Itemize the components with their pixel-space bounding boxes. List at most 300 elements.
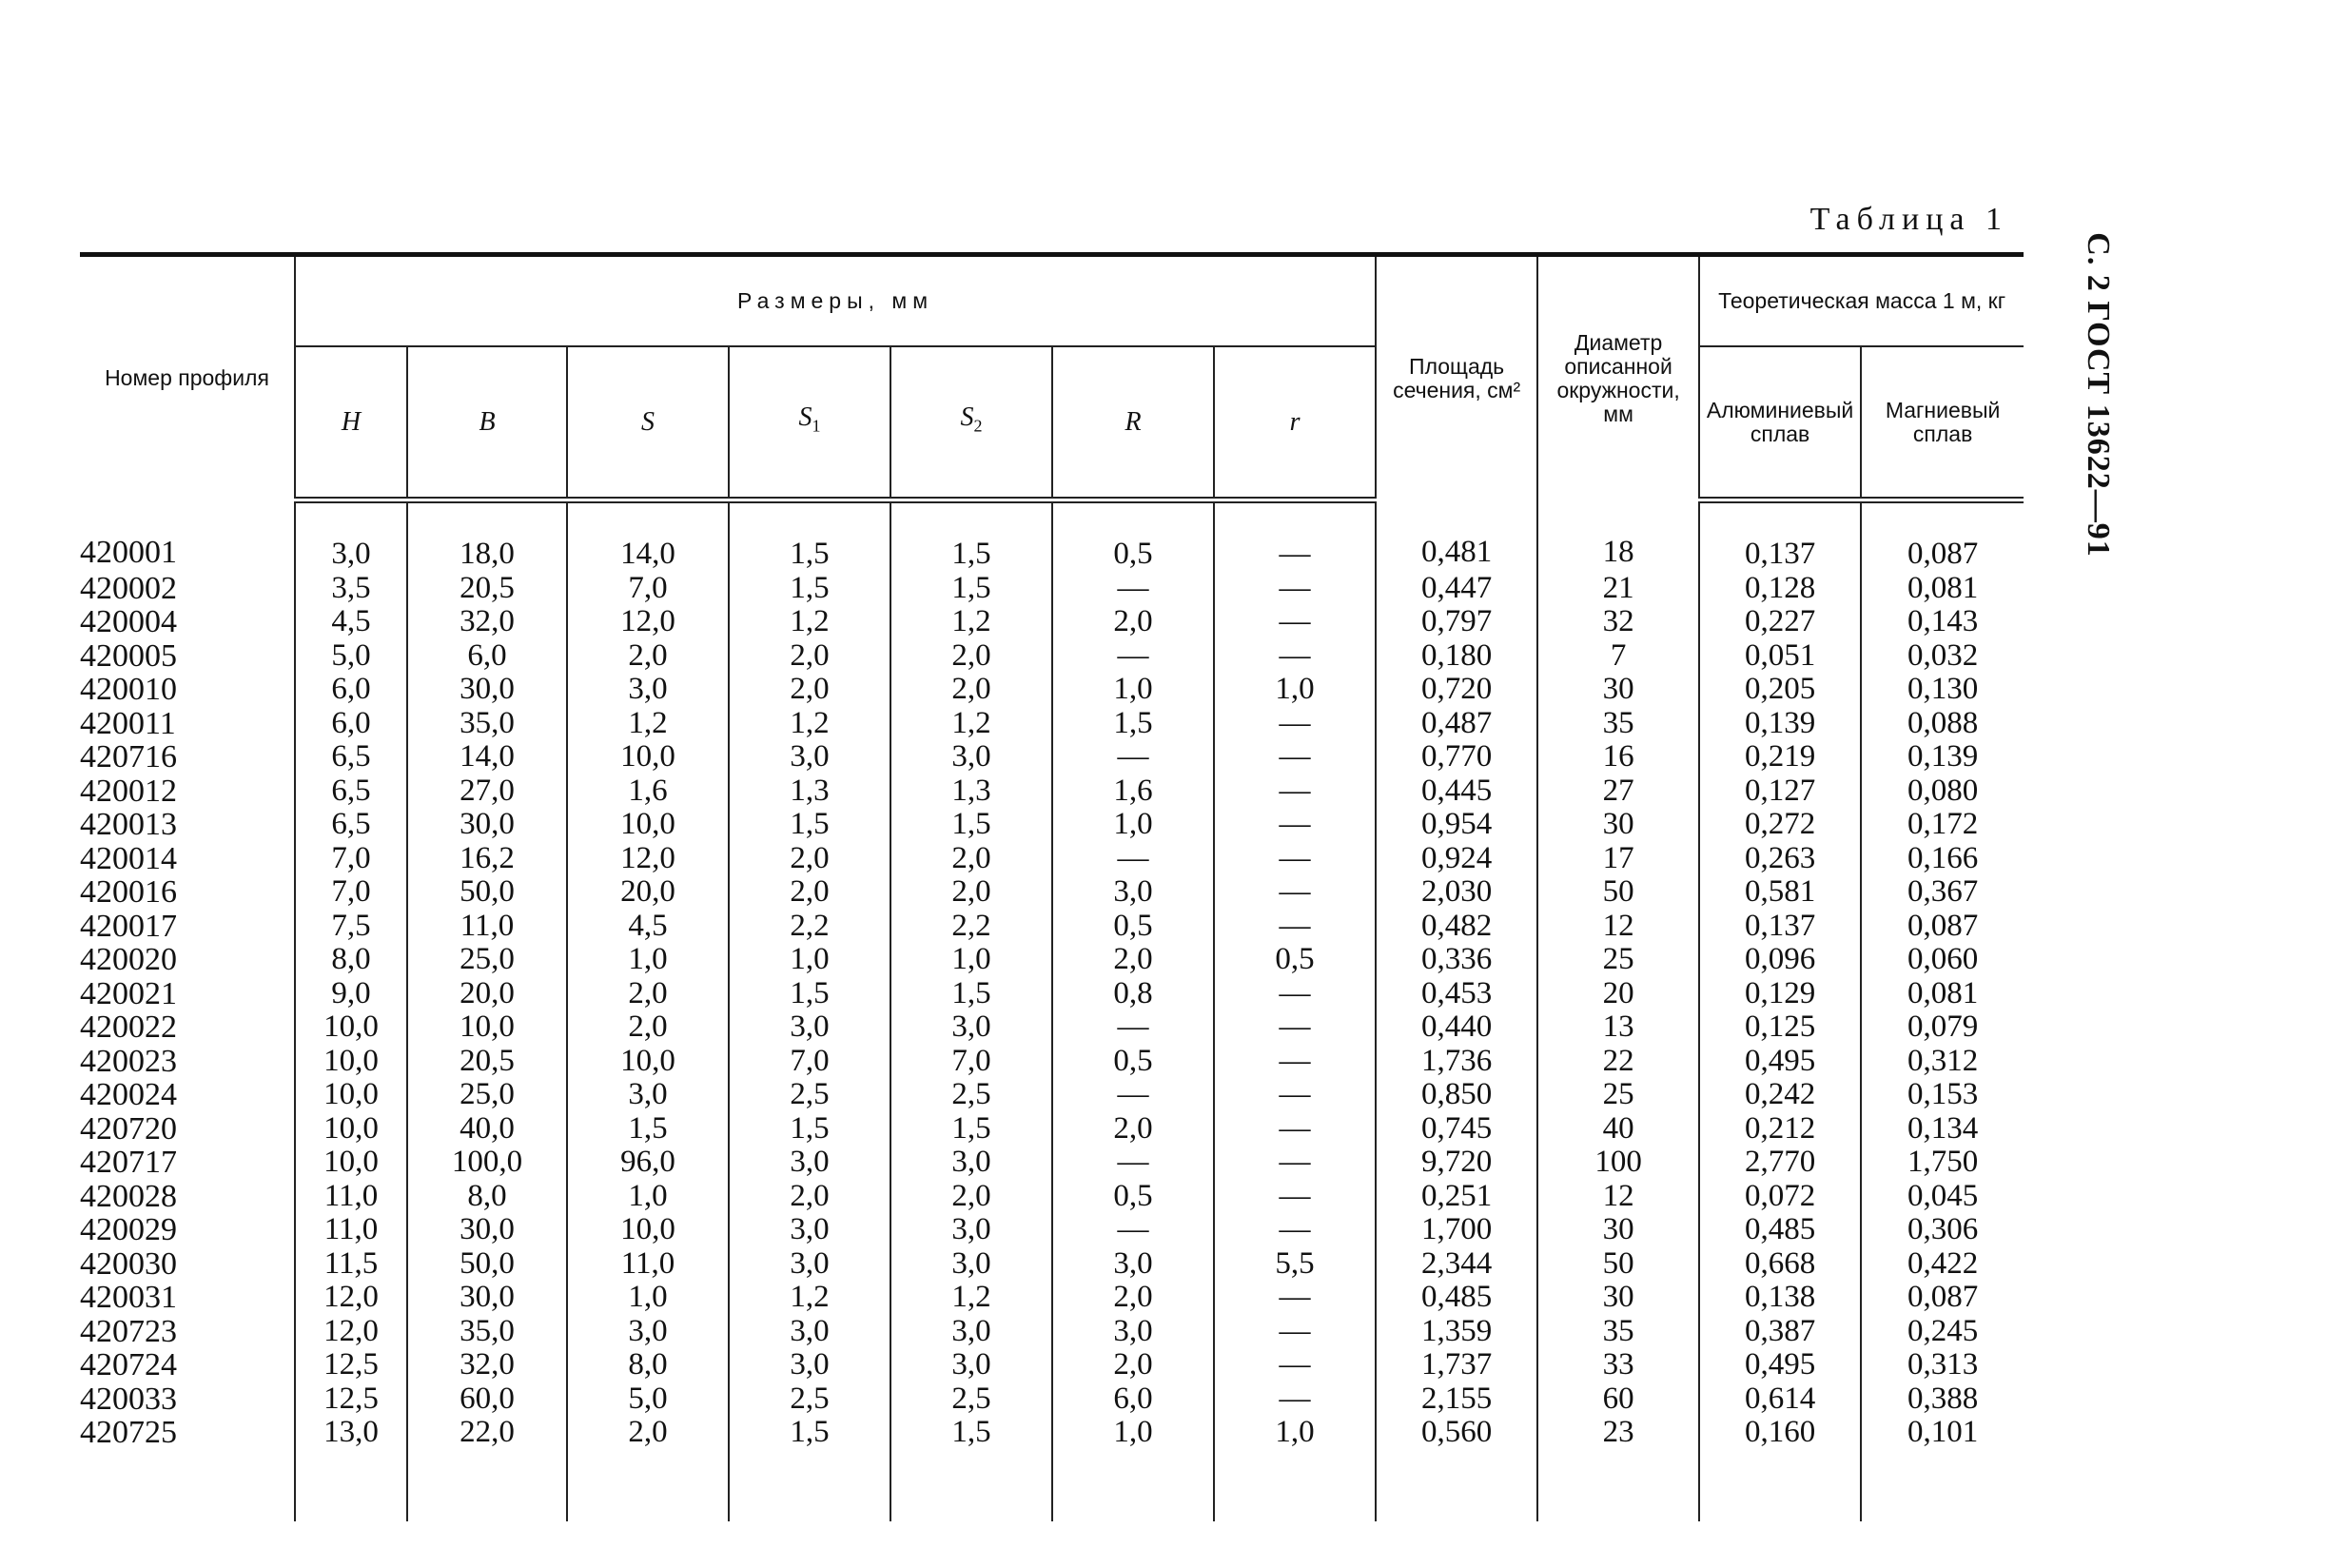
- table-cell: 16: [1537, 740, 1699, 774]
- profile-number-cell: 420030: [80, 1245, 177, 1282]
- table-cell: 32,0: [407, 605, 567, 639]
- table-cell: —: [1214, 1382, 1376, 1417]
- table-cell: 20,5: [407, 1045, 567, 1079]
- table-cell: 2,0: [1052, 943, 1214, 977]
- table-row: [80, 1112, 2024, 1147]
- table-cell: 7,0: [567, 572, 729, 606]
- table-cell: 27: [1537, 774, 1699, 809]
- table-cell: —: [1052, 740, 1214, 774]
- table-cell: 20,5: [407, 572, 567, 606]
- table-cell: 7,5: [295, 910, 407, 944]
- table-cell: 30,0: [407, 1281, 567, 1315]
- table-cell: 1,0: [890, 943, 1052, 977]
- table-cell: 0,8: [1052, 977, 1214, 1011]
- table-cell: 60: [1537, 1382, 1699, 1417]
- table-cell: —: [1214, 1281, 1376, 1315]
- table-cell: 3,0: [890, 1146, 1052, 1180]
- table-cell: 2,0: [567, 1010, 729, 1045]
- table-cell: 0,060: [1861, 943, 2024, 977]
- table-cell: 1,5: [729, 1416, 890, 1450]
- table-caption: Таблица 1: [1809, 202, 2008, 237]
- spacer-cell: [1861, 1450, 2024, 1521]
- profile-number-cell: 420717: [80, 1145, 177, 1180]
- table-cell: 35: [1537, 1315, 1699, 1349]
- table-cell: 0,128: [1699, 572, 1861, 606]
- table-cell: 1,2: [729, 707, 890, 741]
- header-mass-group: Теоретическая масса 1 м, кг: [1699, 257, 2024, 346]
- profile-number-cell: 420022: [80, 1009, 177, 1045]
- table-cell: 0,032: [1861, 639, 2024, 674]
- table-cell: 0,137: [1699, 910, 1861, 944]
- table-cell: 0,5: [1052, 1045, 1214, 1079]
- table-cell: 1,5: [890, 808, 1052, 842]
- table-cell: 2,2: [890, 910, 1052, 944]
- table-cell: 1,0: [1052, 673, 1214, 707]
- table-cell: —: [1052, 1146, 1214, 1180]
- table-body: [80, 500, 2024, 1521]
- table-cell: 25: [1537, 1078, 1699, 1112]
- table-cell: 0,087: [1861, 1281, 2024, 1315]
- profile-number-cell: 420017: [80, 908, 177, 944]
- table-cell: 2,0: [729, 875, 890, 910]
- table-cell: 7,0: [295, 875, 407, 910]
- profile-number-cell: 420028: [80, 1178, 177, 1214]
- table-cell: 0,954: [1376, 808, 1537, 842]
- table-cell: 1,2: [890, 1281, 1052, 1315]
- table-cell: 0,367: [1861, 875, 2024, 910]
- table-cell: 10,0: [295, 1045, 407, 1079]
- table-cell: 20,0: [407, 977, 567, 1011]
- header-aluminium: Алюминиевый сплав: [1699, 346, 1861, 500]
- table-cell: 1,5: [729, 572, 890, 606]
- table-cell: 2,0: [729, 673, 890, 707]
- table-cell: 100: [1537, 1146, 1699, 1180]
- table-cell: 0,081: [1861, 977, 2024, 1011]
- table-cell: 3,0: [567, 1078, 729, 1112]
- table-cell: 0,720: [1376, 673, 1537, 707]
- table-cell: 1,5: [890, 977, 1052, 1011]
- table-cell: —: [1214, 1112, 1376, 1147]
- table-cell: 3,0: [295, 500, 407, 572]
- table-cell: 1,5: [890, 572, 1052, 606]
- table-cell: 0,227: [1699, 605, 1861, 639]
- table-cell: 0,306: [1861, 1213, 2024, 1247]
- table-cell: —: [1214, 774, 1376, 809]
- table-cell: 1,750: [1861, 1146, 2024, 1180]
- table-row: [80, 1078, 2024, 1112]
- table-cell: 0,924: [1376, 842, 1537, 876]
- table-cell: 12,0: [567, 842, 729, 876]
- table-cell: 30,0: [407, 808, 567, 842]
- table-cell: —: [1052, 1078, 1214, 1112]
- table-cell: 27,0: [407, 774, 567, 809]
- table-cell: 35,0: [407, 707, 567, 741]
- table-cell: 0,447: [1376, 572, 1537, 606]
- table-cell: 0,668: [1699, 1247, 1861, 1282]
- table-cell: 3,0: [890, 1213, 1052, 1247]
- table-row: [80, 1045, 2024, 1079]
- table-cell: 0,5: [1052, 910, 1214, 944]
- table-row: [80, 673, 2024, 707]
- table-cell: 0,205: [1699, 673, 1861, 707]
- table-cell: —: [1214, 572, 1376, 606]
- header-dimensions-group: Размеры, мм: [295, 257, 1376, 346]
- table-cell: —: [1214, 842, 1376, 876]
- table-row: [80, 842, 2024, 876]
- table-cell: 1,359: [1376, 1315, 1537, 1349]
- table-cell: 5,0: [295, 639, 407, 674]
- table-cell: 0,166: [1861, 842, 2024, 876]
- table-cell: —: [1214, 875, 1376, 910]
- table-cell: 0,745: [1376, 1112, 1537, 1147]
- table-cell: 2,0: [567, 977, 729, 1011]
- table-cell: 0,138: [1699, 1281, 1861, 1315]
- table-cell: 7: [1537, 639, 1699, 674]
- table-cell: 14,0: [407, 740, 567, 774]
- table-cell: 1,737: [1376, 1348, 1537, 1382]
- table-cell: 35: [1537, 707, 1699, 741]
- table-cell: 8,0: [295, 943, 407, 977]
- table-cell: 10,0: [407, 1010, 567, 1045]
- table-row: [80, 572, 2024, 606]
- table-cell: 0,487: [1376, 707, 1537, 741]
- table-cell: —: [1214, 1213, 1376, 1247]
- table-cell: 1,0: [567, 943, 729, 977]
- table-cell: 12,0: [567, 605, 729, 639]
- table-cell: 12: [1537, 1180, 1699, 1214]
- table-cell: 2,0: [1052, 605, 1214, 639]
- table-cell: —: [1214, 1315, 1376, 1349]
- table-cell: 6,0: [1052, 1382, 1214, 1417]
- table-cell: 50,0: [407, 875, 567, 910]
- table-cell: 5,5: [1214, 1247, 1376, 1282]
- table-cell: —: [1052, 1010, 1214, 1045]
- spacer-cell: [890, 1450, 1052, 1521]
- table-cell: 1,5: [729, 977, 890, 1011]
- table-cell: —: [1214, 740, 1376, 774]
- table-cell: —: [1214, 910, 1376, 944]
- table-cell: 0,5: [1052, 1180, 1214, 1214]
- table-cell: 0,481: [1376, 500, 1537, 572]
- table-cell: 0,134: [1861, 1112, 2024, 1147]
- table-cell: 1,3: [729, 774, 890, 809]
- table-cell: 0,045: [1861, 1180, 2024, 1214]
- profile-number-cell: 420725: [80, 1415, 177, 1450]
- page-header-text: С. 2 ГОСТ 13622—91: [2081, 232, 2116, 558]
- header-diameter: Диаметр описанной окружности, мм: [1537, 257, 1699, 500]
- table-cell: 9,0: [295, 977, 407, 1011]
- table-cell: 30,0: [407, 1213, 567, 1247]
- table-cell: 0,129: [1699, 977, 1861, 1011]
- table-cell: 0,172: [1861, 808, 2024, 842]
- table-cell: 2,5: [729, 1382, 890, 1417]
- table-cell: 2,0: [890, 673, 1052, 707]
- table-cell: 21: [1537, 572, 1699, 606]
- table-cell: 0,139: [1861, 740, 2024, 774]
- profile-number-cell: 420021: [80, 975, 177, 1011]
- table-cell: 4,5: [567, 910, 729, 944]
- table-cell: 2,0: [729, 1180, 890, 1214]
- table-cell: 8,0: [567, 1348, 729, 1382]
- table-cell: —: [1214, 1180, 1376, 1214]
- table-cell: 0,445: [1376, 774, 1537, 809]
- table-cell: 3,0: [1052, 1315, 1214, 1349]
- table-cell: 50: [1537, 1247, 1699, 1282]
- table-cell: 50,0: [407, 1247, 567, 1282]
- spacer-cell: [1537, 1450, 1699, 1521]
- table-cell: 4,5: [295, 605, 407, 639]
- table-cell: 0,180: [1376, 639, 1537, 674]
- table-cell: 2,344: [1376, 1247, 1537, 1282]
- table-row: [80, 943, 2024, 977]
- table-cell: 1,5: [729, 500, 890, 572]
- table-cell: 1,5: [729, 1112, 890, 1147]
- profile-number-cell: 420002: [80, 570, 177, 606]
- table-cell: 1,2: [729, 1281, 890, 1315]
- header-dim-s2: $S_2$: [890, 346, 1052, 500]
- table-cell: 17: [1537, 842, 1699, 876]
- table-cell: —: [1214, 707, 1376, 741]
- table-cell: 1,0: [1052, 808, 1214, 842]
- header-dim-b: B: [407, 346, 567, 500]
- table-cell: 0,212: [1699, 1112, 1861, 1147]
- table-cell: 0,081: [1861, 572, 2024, 606]
- table-cell: 3,0: [567, 673, 729, 707]
- profile-number-cell: 420004: [80, 604, 177, 639]
- table-row: [80, 1382, 2024, 1417]
- table-cell: 2,0: [567, 1416, 729, 1450]
- table-cell: 0,101: [1861, 1416, 2024, 1450]
- table-cell: 7,0: [729, 1045, 890, 1079]
- table-cell: 0,263: [1699, 842, 1861, 876]
- table-cell: 0,087: [1861, 500, 2024, 572]
- table-row: [80, 1180, 2024, 1214]
- table-row: [80, 707, 2024, 741]
- table-cell: 0,072: [1699, 1180, 1861, 1214]
- table-cell: 1,0: [567, 1180, 729, 1214]
- table-cell: 0,313: [1861, 1348, 2024, 1382]
- table-row: [80, 808, 2024, 842]
- table-cell: 23: [1537, 1416, 1699, 1450]
- spacer-cell: [1052, 1450, 1214, 1521]
- table-cell: 12,0: [295, 1281, 407, 1315]
- table-cell: 0,495: [1699, 1045, 1861, 1079]
- table-cell: 0,137: [1699, 500, 1861, 572]
- table-cell: 20: [1537, 977, 1699, 1011]
- table-cell: 2,0: [567, 639, 729, 674]
- table-cell: 20,0: [567, 875, 729, 910]
- table-cell: 0,139: [1699, 707, 1861, 741]
- table-row: [80, 639, 2024, 674]
- table-cell: —: [1214, 605, 1376, 639]
- profile-number-cell: 420020: [80, 942, 177, 977]
- table-cell: 0,096: [1699, 943, 1861, 977]
- table-cell: 30: [1537, 1213, 1699, 1247]
- table-cell: —: [1214, 1146, 1376, 1180]
- table-cell: 30: [1537, 1281, 1699, 1315]
- table-cell: 1,5: [890, 1112, 1052, 1147]
- table-cell: 25: [1537, 943, 1699, 977]
- table-cell: 11,0: [295, 1213, 407, 1247]
- table-cell: 12,0: [295, 1315, 407, 1349]
- table-cell: 1,2: [567, 707, 729, 741]
- table-cell: 0,080: [1861, 774, 2024, 809]
- table-cell: 1,2: [729, 605, 890, 639]
- table-cell: 2,770: [1699, 1146, 1861, 1180]
- table-cell: 0,245: [1861, 1315, 2024, 1349]
- table-cell: 2,0: [890, 1180, 1052, 1214]
- table-bottom-spacer: [80, 1450, 2024, 1521]
- table-cell: 6,0: [295, 673, 407, 707]
- table-row: [80, 605, 2024, 639]
- table-cell: —: [1052, 639, 1214, 674]
- table-cell: 25,0: [407, 943, 567, 977]
- profile-number-cell: 420013: [80, 807, 177, 842]
- table-cell: 10,0: [295, 1112, 407, 1147]
- table-cell: 1,5: [729, 808, 890, 842]
- table-cell: 3,0: [1052, 875, 1214, 910]
- table-cell: 30,0: [407, 673, 567, 707]
- table-cell: 10,0: [567, 1213, 729, 1247]
- table-cell: 1,0: [1052, 1416, 1214, 1450]
- spacer-cell: [729, 1450, 890, 1521]
- table-cell: 0,127: [1699, 774, 1861, 809]
- profile-number-cell: 420033: [80, 1381, 177, 1417]
- table-cell: 0,272: [1699, 808, 1861, 842]
- table-cell: 0,485: [1376, 1281, 1537, 1315]
- table-cell: 1,5: [890, 500, 1052, 572]
- table-cell: 3,0: [729, 1010, 890, 1045]
- table-cell: 2,155: [1376, 1382, 1537, 1417]
- profile-number-cell: 420031: [80, 1280, 177, 1315]
- table-cell: 0,160: [1699, 1416, 1861, 1450]
- table-cell: 0,125: [1699, 1010, 1861, 1045]
- spacer-cell: [1699, 1450, 1861, 1521]
- table-cell: 6,5: [295, 774, 407, 809]
- table-cell: —: [1214, 1078, 1376, 1112]
- header-dim-s: S: [567, 346, 729, 500]
- table-cell: 2,0: [1052, 1348, 1214, 1382]
- table-cell: 0,088: [1861, 707, 2024, 741]
- table-cell: 0,051: [1699, 639, 1861, 674]
- table-cell: 0,143: [1861, 605, 2024, 639]
- table-cell: 0,422: [1861, 1247, 2024, 1282]
- table-cell: 0,797: [1376, 605, 1537, 639]
- table-row: [80, 875, 2024, 910]
- profile-number-cell: 420024: [80, 1077, 177, 1112]
- table-cell: 3,5: [295, 572, 407, 606]
- table-cell: 1,0: [1214, 1416, 1376, 1450]
- table-cell: 0,560: [1376, 1416, 1537, 1450]
- table-cell: 1,2: [890, 707, 1052, 741]
- table-cell: 1,5: [1052, 707, 1214, 741]
- table-cell: 1,5: [567, 1112, 729, 1147]
- table-cell: 10,0: [295, 1078, 407, 1112]
- header-dim-h: H: [295, 346, 407, 500]
- table-cell: 2,0: [890, 639, 1052, 674]
- table-cell: 6,5: [295, 740, 407, 774]
- table-cell: 0,453: [1376, 977, 1537, 1011]
- table-cell: 13: [1537, 1010, 1699, 1045]
- table-cell: 10,0: [567, 808, 729, 842]
- table-cell: 2,0: [890, 875, 1052, 910]
- table-cell: 0,312: [1861, 1045, 2024, 1079]
- table-cell: 30: [1537, 673, 1699, 707]
- spacer-cell: [295, 1450, 407, 1521]
- table-row: [80, 910, 2024, 944]
- table-cell: 2,2: [729, 910, 890, 944]
- table-cell: 2,0: [890, 842, 1052, 876]
- spacer-cell: [407, 1450, 567, 1521]
- table-cell: 0,850: [1376, 1078, 1537, 1112]
- table-cell: 33: [1537, 1348, 1699, 1382]
- table-cell: —: [1214, 1348, 1376, 1382]
- table-cell: 13,0: [295, 1416, 407, 1450]
- table-cell: 7,0: [295, 842, 407, 876]
- table-cell: 1,2: [890, 605, 1052, 639]
- table-cell: 0,440: [1376, 1010, 1537, 1045]
- spacer-cell: [1376, 1450, 1537, 1521]
- table-cell: 3,0: [890, 1315, 1052, 1349]
- table-row: [80, 1348, 2024, 1382]
- table-row: [80, 1281, 2024, 1315]
- table-cell: 16,2: [407, 842, 567, 876]
- profile-number-cell: 420716: [80, 739, 177, 774]
- table-row: [80, 1416, 2024, 1450]
- table-cell: 0,482: [1376, 910, 1537, 944]
- table-cell: 3,0: [567, 1315, 729, 1349]
- header-area: Площадь сечения, см²: [1376, 257, 1537, 500]
- profile-number-cell: 420724: [80, 1347, 177, 1382]
- table-cell: 0,388: [1861, 1382, 2024, 1417]
- table-cell: 40,0: [407, 1112, 567, 1147]
- table-cell: 1,700: [1376, 1213, 1537, 1247]
- table-cell: 0,495: [1699, 1348, 1861, 1382]
- table-cell: 6,0: [407, 639, 567, 674]
- table-cell: 14,0: [567, 500, 729, 572]
- table-cell: 22,0: [407, 1416, 567, 1450]
- table-cell: 18,0: [407, 500, 567, 572]
- table-cell: 0,251: [1376, 1180, 1537, 1214]
- table-cell: 3,0: [729, 1315, 890, 1349]
- table-cell: 2,5: [890, 1078, 1052, 1112]
- spacer-cell: [80, 1450, 295, 1521]
- table-cell: 10,0: [295, 1010, 407, 1045]
- table-cell: —: [1214, 1010, 1376, 1045]
- table-cell: 60,0: [407, 1382, 567, 1417]
- table-row: [80, 1213, 2024, 1247]
- profiles-table: [80, 257, 2024, 1521]
- table-cell: 1,0: [729, 943, 890, 977]
- profile-number-cell: 420010: [80, 672, 177, 707]
- table-cell: 2,5: [890, 1382, 1052, 1417]
- table-cell: 5,0: [567, 1382, 729, 1417]
- table-cell: 0,5: [1052, 500, 1214, 572]
- table-cell: 1,6: [567, 774, 729, 809]
- header-magnesium: Магниевый сплав: [1861, 346, 2024, 500]
- table-cell: 11,0: [295, 1180, 407, 1214]
- table-cell: 11,5: [295, 1247, 407, 1282]
- table-cell: 9,720: [1376, 1146, 1537, 1180]
- table-row: [80, 1247, 2024, 1282]
- spacer-cell: [1214, 1450, 1376, 1521]
- table-cell: 11,0: [567, 1247, 729, 1282]
- table-cell: 1,6: [1052, 774, 1214, 809]
- table-cell: 100,0: [407, 1146, 567, 1180]
- table-cell: 50: [1537, 875, 1699, 910]
- table-cell: 35,0: [407, 1315, 567, 1349]
- table-cell: 1,736: [1376, 1045, 1537, 1079]
